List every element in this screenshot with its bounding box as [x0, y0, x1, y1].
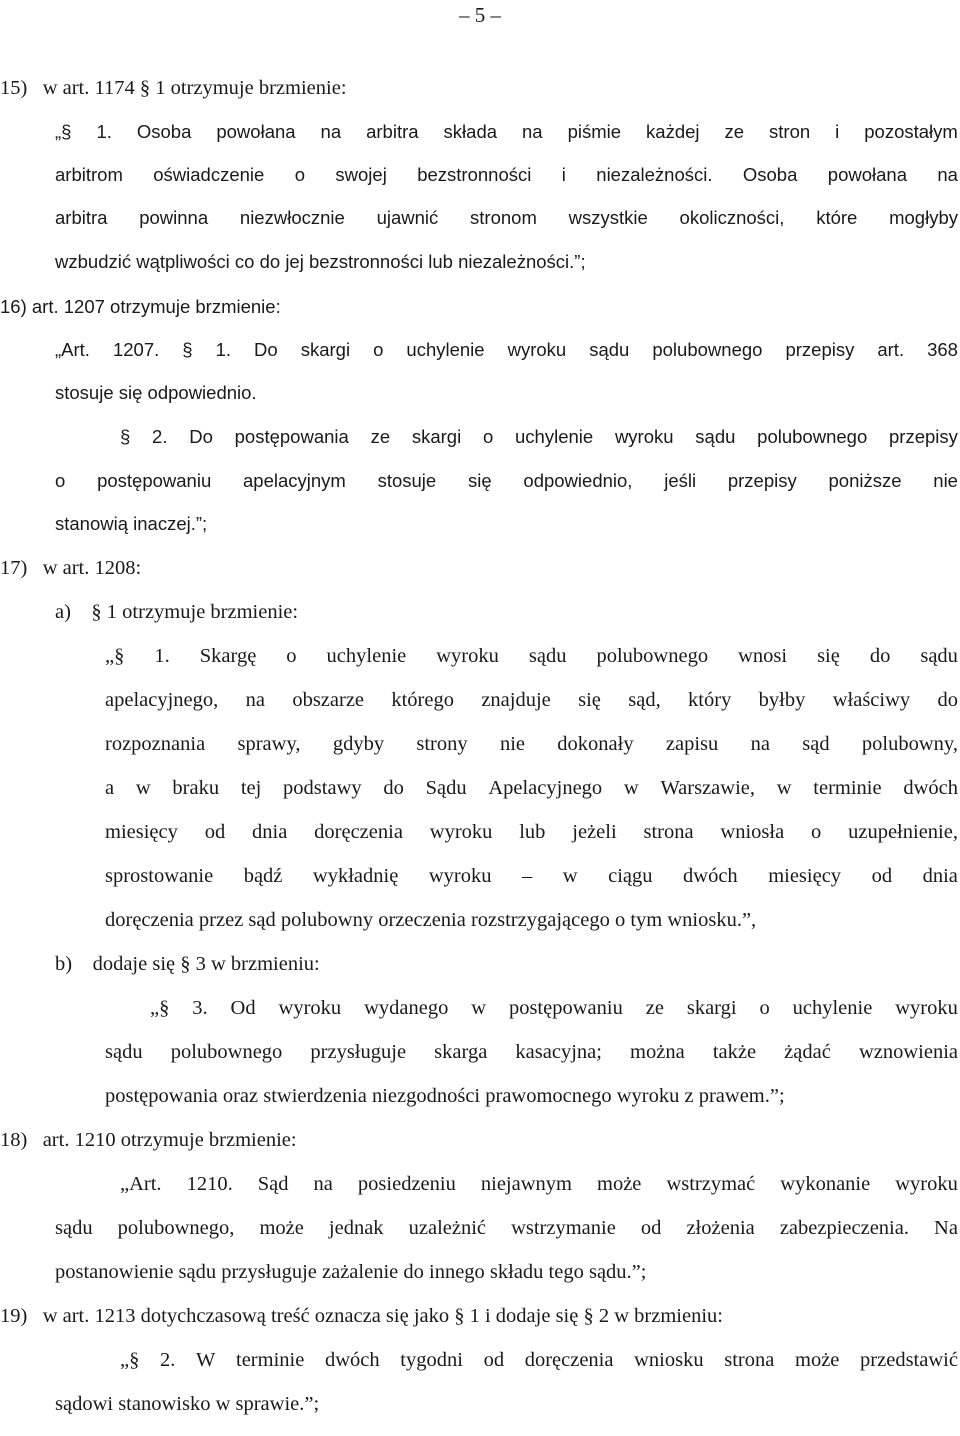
text-line: postępowania oraz stwierdzenia niezgodności prawomocnego wyroku z prawem.”;: [105, 1085, 785, 1107]
text-line: postanowienie sądu przysługuje zażalenie do innego składu tego sądu.”;: [55, 1261, 647, 1283]
text-line: 18) art. 1210 otrzymuje brzmienie:: [0, 1129, 297, 1151]
text-line: stosuje się odpowiednio.: [55, 382, 257, 403]
text-line: doręczenia przez sąd polubowny orzeczenia rozstrzygającego o tym wniosku.”,: [105, 909, 757, 931]
text-line: „Art. 1210. Sąd na posiedzeniu niejawnym może wstrzymać wykonanie wyroku: [120, 1173, 958, 1195]
text-line: a w braku tej podstawy do Sądu Apelacyjnego w Warszawie, w terminie dwóch: [105, 777, 958, 799]
text-line: 17) w art. 1208:: [0, 557, 142, 579]
text-line: a) § 1 otrzymuje brzmienie:: [55, 601, 299, 623]
text-line: 15) w art. 1174 § 1 otrzymuje brzmienie:: [0, 77, 347, 99]
text-line: rozpoznania sprawy, gdyby strony nie dokonały zapisu na sąd polubowny,: [105, 733, 958, 755]
text-line: sądowi stanowisko w sprawie.”;: [55, 1393, 320, 1415]
text-line: 16) art. 1207 otrzymuje brzmienie:: [0, 296, 281, 317]
text-line: „§ 2. W terminie dwóch tygodni od doręczenia wniosku strona może przedstawić: [120, 1349, 958, 1371]
text-line: arbitra powinna niezwłocznie ujawnić stronom wszystkie okoliczności, które mogłyby: [55, 207, 958, 228]
page-number: – 5 –: [459, 3, 501, 27]
text-line: sprostowanie bądź wykładnię wyroku – w ciągu dwóch miesięcy od dnia: [105, 865, 958, 887]
text-line: arbitrom oświadczenie o swojej bezstronności i niezależności. Osoba powołana na: [55, 164, 958, 185]
text-line: sądu polubownego, może jednak uzależnić wstrzymanie od złożenia zabezpieczenia. Na: [55, 1217, 958, 1239]
text-line: „Art. 1207. § 1. Do skargi o uchylenie wyroku sądu polubownego przepisy art. 368: [55, 339, 958, 360]
text-line: b) dodaje się § 3 w brzmieniu:: [55, 953, 320, 975]
text-line: „§ 3. Od wyroku wydanego w postępowaniu ze skargi o uchylenie wyroku: [150, 997, 958, 1019]
text-line: apelacyjnego, na obszarze którego znajduje się sąd, który byłby właściwy do: [105, 689, 958, 711]
text-line: o postępowaniu apelacyjnym stosuje się odpowiednio, jeśli przepisy poniższe nie: [55, 470, 958, 491]
text-line: „§ 1. Osoba powołana na arbitra składa na piśmie każdej ze stron i pozostałym: [55, 121, 958, 142]
text-line: sądu polubownego przysługuje skarga kasacyjna; można także żądać wznowienia: [105, 1041, 958, 1063]
text-line: „§ 1. Skargę o uchylenie wyroku sądu polubownego wnosi się do sądu: [105, 645, 958, 667]
text-line: stanowią inaczej.”;: [55, 513, 208, 534]
text-line: wzbudzić wątpliwości co do jej bezstronności lub niezależności.”;: [55, 251, 586, 272]
text-line: § 2. Do postępowania ze skargi o uchylenie wyroku sądu polubownego przepisy: [120, 426, 958, 447]
text-line: miesięcy od dnia doręczenia wyroku lub jeżeli strona wniosła o uzupełnienie,: [105, 821, 958, 843]
text-line: 19) w art. 1213 dotychczasową treść oznacza się jako § 1 i dodaje się § 2 w brzmieniu:: [0, 1305, 723, 1327]
